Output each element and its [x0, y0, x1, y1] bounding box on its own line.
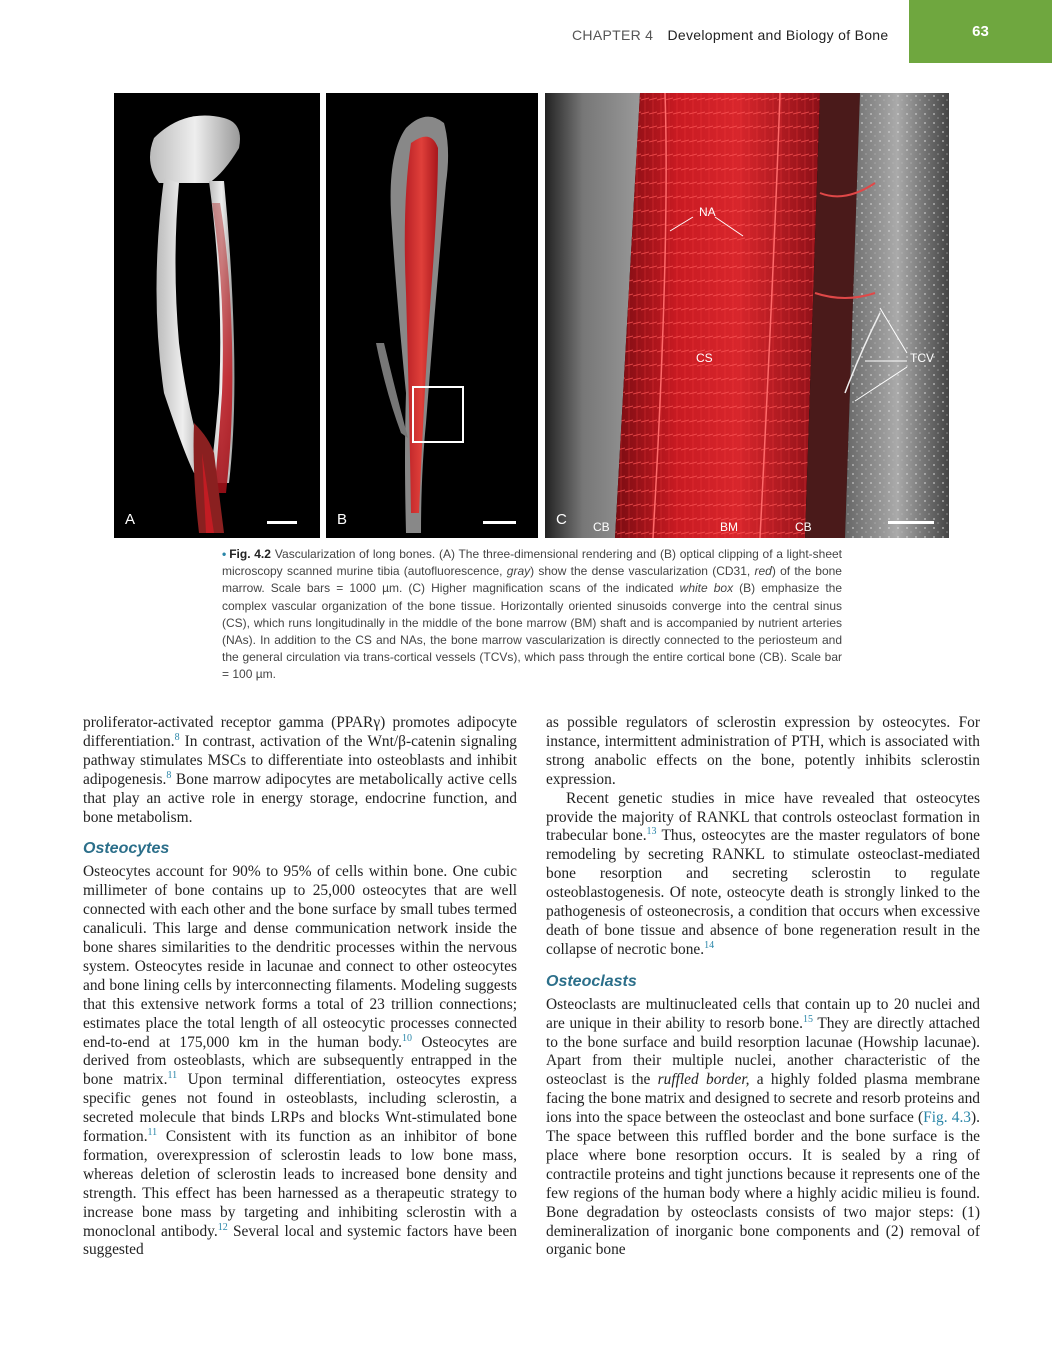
citation-link[interactable]: 13	[646, 826, 657, 838]
panel-b-letter: B	[337, 511, 348, 528]
page-number: 63	[909, 0, 1052, 63]
figure-caption: • Fig. 4.2 Vascularization of long bones. (A) The three-dimensional rendering and (B) optical clipping of a light-sheet microscopy scanned murine tibia (autofluorescence, gray) show the dense vascularization (CD31, red) of the bone marrow. Scale bars = 1000 µm. (C) Higher magnification scans of the indicated white box (B) emphasize the complex vascular organization of the bone tissue. Horizontally oriented sinusoids converge into the central sinus (CS), which runs longitudinally in the middle of the bone marrow (BM) shaft and is accompanied by nutrient arteries (NAs). In addition to the CS and NAs, the bone marrow vascularization is directly connected to the periosteum and the general circulation via trans-cortical vessels (TCVs), which pass through the entire cortical bone (CB). Scale bar = 100 µm.	[222, 547, 843, 682]
vessel-magnification-image	[545, 93, 949, 538]
section-heading-osteoclasts: Osteoclasts	[546, 972, 637, 990]
paragraph: Recent genetic studies in mice have revealed that osteocytes provide the majority of RANKL that controls osteoclast formation in trabecular bone.$^{13}$ Thus, osteocytes are the master regulators of bone remodeling by secreting RANKL to stimulate osteoclast-mediated bone resorption and secreting sclerostin to regulate osteoblastogenesis. Of note, osteocyte death is strongly linked to the pathogenesis of osteonecrosis, a condition that occurs when excessive death of bone tissue and absence of bone regeneration result in the collapse of necrotic bone.$^{14}$	[546, 789, 980, 958]
running-header	[572, 27, 888, 49]
tibia-clipping-image	[326, 93, 538, 538]
label-cb-right: CB	[795, 520, 812, 534]
chapter-number: CHAPTER 4	[572, 27, 654, 43]
paragraph: Osteocytes account for 90% to 95% of cells within bone. One cubic millimeter of bone contains up to 25,000 osteocytes that are well connected with each other and the bone surface by small tubes termed canaliculi. This large and dense communication network inside the bone shares similarities to the dendritic processes within the nervous system. Osteocytes reside in lacunae and connect to other osteocytes and bone lining cells by interconnecting filaments. Modeling suggests that this extensive network forms a total of 23 trillion connections; estimates place the total length of all osteocytic processes connected end-to-end at 175,000 km in the human body.$^{10}$ Osteocytes are derived from osteoblasts, which are subsequently entrapped in the bone matrix.$^{11}$ Upon terminal differentiation, osteocytes express specific genes not found in osteoblasts, including sclerostin, a secreted molecule that binds LRPs and blocks Wnt-stimulated bone formation.$^{11}$ Consistent with its function as an inhibitor of bone formation, overexpression of sclerostin leads to low bone mass, whereas deletion of sclerostin leads to increased bone density and strength. This effect has been harnessed as a therapeutic strategy to increase bone mass by targeting and inhibiting sclerostin with a monoclonal antibody.$^{12}$ Several local and systemic factors have been suggested	[83, 863, 517, 1259]
label-cb-left: CB	[593, 520, 610, 534]
chapter-title: Development and Biology of Bone	[667, 27, 889, 43]
citation-link[interactable]: 12	[217, 1221, 228, 1233]
figure-panel-a	[114, 93, 320, 538]
scale-bar-a	[267, 521, 297, 524]
paragraph: as possible regulators of sclerostin expression by osteocytes. For instance, intermittent administration of PTH, which is associated with strong anabolic effects on the bone, potently inhibits sclerostin expression.	[546, 714, 980, 788]
section-heading-osteocytes: Osteocytes	[83, 840, 170, 858]
citation-link[interactable]: 14	[704, 939, 715, 951]
panel-c-letter: C	[556, 511, 567, 528]
figure-label: Fig. 4.2	[229, 547, 271, 561]
label-tcv: TCV	[910, 351, 934, 365]
scale-bar-c	[888, 521, 934, 524]
caption-bullet-icon: •	[222, 547, 227, 561]
citation-link[interactable]: 10	[402, 1032, 413, 1044]
citation-link[interactable]: 8	[174, 731, 180, 743]
tibia-rendering-image	[114, 93, 320, 538]
scale-bar-b	[483, 521, 516, 524]
figure-panel-c	[545, 93, 949, 538]
figure-panel-b	[326, 93, 538, 538]
paragraph: proliferator-activated receptor gamma (PPARγ) promotes adipocyte differentiation.$^8$ In contrast, activation of the Wnt/β-catenin signaling pathway stimulates MSCs to differentiate into osteoblasts and inhibit adipogenesis.$^8$ Bone marrow adipocytes are metabolically active cells that play an active role in energy storage, endocrine function, and bone metabolism.	[83, 714, 517, 826]
citation-link[interactable]: 11	[167, 1070, 178, 1082]
label-bm: BM	[720, 520, 738, 534]
right-column	[546, 714, 980, 1260]
left-column	[83, 714, 517, 1260]
citation-link[interactable]: 15	[802, 1013, 813, 1025]
label-na: NA	[699, 205, 716, 219]
paragraph: Osteoclasts are multinucleated cells that contain up to 20 nuclei and are unique in their ability to resorb bone.$^{15}$ They are directly attached to the bone surface and build resorption lacunae (Howship lacunae). Apart from their multiple nuclei, another characteristic of the osteoclast is the ruffled border, a highly folded plasma membrane facing the bone matrix and designed to secrete and resorb proteins and ions into the space between the osteoclast and bone surface (Fig. 4.3). The space between this ruffled border and the bone surface is the place where bone resorption occurs. It is sealed by a ring of contractile proteins and tight junctions because it represents one of the few regions of the human body where a highly acidic milieu is found. Bone degradation by osteoclasts consists of two major steps: (1) demineralization of inorganic bone components and (2) removal of organic bone	[546, 995, 980, 1259]
citation-link[interactable]: 11	[147, 1126, 158, 1138]
panel-a-letter: A	[125, 511, 136, 528]
label-cs: CS	[696, 351, 713, 365]
citation-link[interactable]: 8	[166, 769, 172, 781]
figure-reference-link[interactable]: Fig. 4.3	[923, 1109, 972, 1127]
